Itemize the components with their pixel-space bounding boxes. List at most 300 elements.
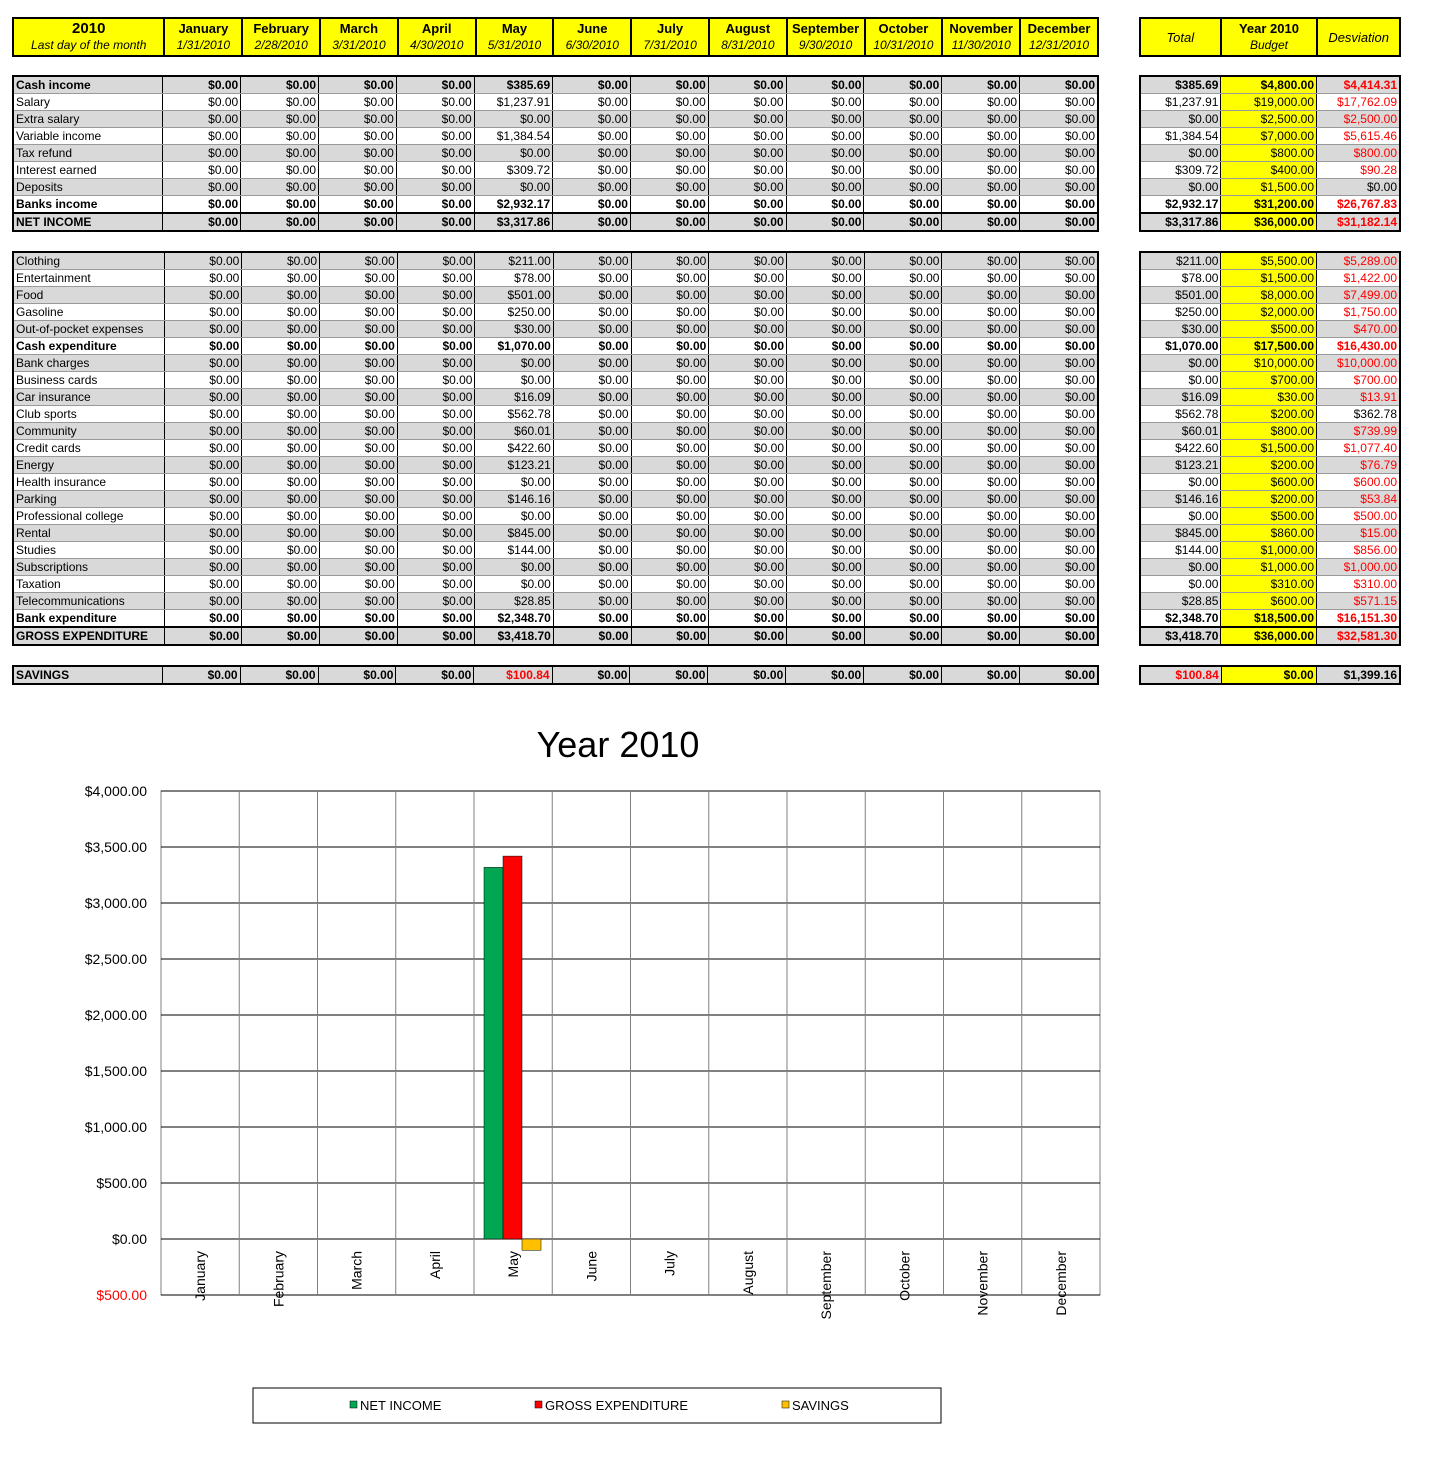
month-cell[interactable]: $0.00 <box>164 542 242 559</box>
month-cell[interactable]: $0.00 <box>164 252 242 270</box>
month-cell[interactable]: $1,237.91 <box>474 94 552 111</box>
month-cell[interactable]: $0.00 <box>864 338 942 355</box>
month-cell[interactable]: $0.00 <box>319 196 397 214</box>
month-cell[interactable]: $0.00 <box>1020 423 1098 440</box>
month-cell[interactable]: $0.00 <box>631 389 709 406</box>
month-cell[interactable]: $0.00 <box>1020 179 1098 196</box>
month-cell[interactable]: $0.00 <box>397 576 475 593</box>
month-cell[interactable]: $0.00 <box>709 372 787 389</box>
month-cell[interactable]: $0.00 <box>396 196 474 214</box>
month-cell[interactable]: $0.00 <box>942 128 1020 145</box>
month-cell[interactable]: $0.00 <box>1020 389 1098 406</box>
month-cell[interactable]: $0.00 <box>1020 525 1098 542</box>
total-cell[interactable]: $0.00 <box>1140 179 1221 196</box>
month-cell[interactable]: $0.00 <box>942 321 1020 338</box>
month-cell[interactable]: $0.00 <box>242 406 320 423</box>
month-cell[interactable]: $0.00 <box>553 196 631 214</box>
month-cell[interactable]: $0.00 <box>864 94 942 111</box>
month-cell[interactable]: $0.00 <box>397 304 475 321</box>
deviation-cell[interactable]: $362.78 <box>1317 406 1400 423</box>
deviation-cell[interactable]: $310.00 <box>1317 576 1400 593</box>
row-label[interactable]: Bank charges <box>13 355 164 372</box>
month-cell[interactable]: $0.00 <box>397 423 475 440</box>
month-cell[interactable]: $0.00 <box>397 457 475 474</box>
month-cell[interactable]: $0.00 <box>787 593 865 610</box>
month-cell[interactable]: $845.00 <box>475 525 553 542</box>
month-cell[interactable]: $0.00 <box>708 666 786 684</box>
month-cell[interactable]: $0.00 <box>553 355 631 372</box>
month-cell[interactable]: $0.00 <box>631 304 709 321</box>
month-cell[interactable]: $0.00 <box>1020 145 1098 162</box>
month-header-cell[interactable] <box>631 18 709 56</box>
total-cell[interactable]: $1,237.91 <box>1140 94 1221 111</box>
month-cell[interactable]: $0.00 <box>631 355 709 372</box>
month-cell[interactable]: $0.00 <box>553 94 631 111</box>
month-cell[interactable]: $562.78 <box>475 406 553 423</box>
month-cell[interactable]: $0.00 <box>942 179 1020 196</box>
budget-cell[interactable]: $19,000.00 <box>1221 94 1317 111</box>
month-cell[interactable]: $0.00 <box>709 457 787 474</box>
month-cell[interactable]: $0.00 <box>864 111 942 128</box>
month-cell[interactable]: $0.00 <box>164 338 242 355</box>
month-cell[interactable]: $0.00 <box>630 145 708 162</box>
month-cell[interactable]: $211.00 <box>475 252 553 270</box>
total-cell[interactable]: $0.00 <box>1140 508 1221 525</box>
month-cell[interactable]: $0.00 <box>864 196 942 214</box>
month-cell[interactable]: $0.00 <box>241 162 319 179</box>
budget-cell[interactable]: $600.00 <box>1221 593 1317 610</box>
year-header-cell[interactable] <box>13 18 164 56</box>
month-cell[interactable]: $0.00 <box>242 491 320 508</box>
deviation-cell[interactable]: $856.00 <box>1317 542 1400 559</box>
month-cell[interactable]: $0.00 <box>242 423 320 440</box>
month-cell[interactable]: $0.00 <box>397 610 475 628</box>
month-cell[interactable]: $0.00 <box>786 162 864 179</box>
month-cell[interactable]: $0.00 <box>630 111 708 128</box>
month-cell[interactable]: $0.00 <box>1020 94 1098 111</box>
month-cell[interactable]: $0.00 <box>864 440 942 457</box>
month-cell[interactable]: $0.00 <box>320 508 398 525</box>
budget-cell[interactable]: $800.00 <box>1221 423 1317 440</box>
month-cell[interactable]: $0.00 <box>320 270 398 287</box>
row-label[interactable]: Telecommunications <box>13 593 164 610</box>
row-label[interactable]: Rental <box>13 525 164 542</box>
month-cell[interactable]: $0.00 <box>709 525 787 542</box>
total-cell[interactable]: $0.00 <box>1140 372 1221 389</box>
month-cell[interactable]: $0.00 <box>553 111 631 128</box>
month-cell[interactable]: $0.00 <box>163 145 241 162</box>
month-cell[interactable]: $0.00 <box>787 355 865 372</box>
month-cell[interactable]: $0.00 <box>709 491 787 508</box>
month-cell[interactable]: $0.00 <box>553 287 631 304</box>
month-cell[interactable]: $0.00 <box>787 287 865 304</box>
row-label[interactable]: Gasoline <box>13 304 164 321</box>
month-cell[interactable]: $0.00 <box>397 355 475 372</box>
month-cell[interactable]: $0.00 <box>320 474 398 491</box>
budget-cell[interactable]: $2,500.00 <box>1221 111 1317 128</box>
month-cell[interactable]: $0.00 <box>709 593 787 610</box>
month-cell[interactable]: $0.00 <box>320 389 398 406</box>
month-cell[interactable]: $0.00 <box>864 406 942 423</box>
budget-cell[interactable]: $1,500.00 <box>1221 270 1317 287</box>
month-cell[interactable]: $0.00 <box>1020 593 1098 610</box>
month-cell[interactable]: $0.00 <box>553 179 631 196</box>
total-cell[interactable]: $30.00 <box>1140 321 1221 338</box>
month-cell[interactable]: $0.00 <box>631 576 709 593</box>
deviation-cell[interactable]: $16,151.30 <box>1317 610 1400 628</box>
deviation-cell[interactable]: $1,077.40 <box>1317 440 1400 457</box>
month-cell[interactable]: $0.00 <box>553 525 631 542</box>
month-cell[interactable]: $0.00 <box>942 406 1020 423</box>
month-cell[interactable]: $0.00 <box>787 610 865 628</box>
month-cell[interactable]: $0.00 <box>1020 270 1098 287</box>
month-cell[interactable]: $0.00 <box>164 525 242 542</box>
month-cell[interactable]: $0.00 <box>164 372 242 389</box>
month-cell[interactable]: $0.00 <box>787 304 865 321</box>
month-cell[interactable]: $0.00 <box>709 508 787 525</box>
month-cell[interactable]: $0.00 <box>397 440 475 457</box>
month-cell[interactable]: $0.00 <box>164 389 242 406</box>
total-cell[interactable]: $309.72 <box>1140 162 1221 179</box>
month-cell[interactable]: $0.00 <box>553 145 631 162</box>
month-cell[interactable]: $0.00 <box>631 542 709 559</box>
budget-cell[interactable]: $500.00 <box>1221 508 1317 525</box>
month-cell[interactable]: $0.00 <box>787 389 865 406</box>
month-cell[interactable]: $0.00 <box>553 406 631 423</box>
month-cell[interactable]: $0.00 <box>242 627 320 645</box>
month-cell[interactable]: $0.00 <box>786 179 864 196</box>
month-cell[interactable]: $0.00 <box>864 576 942 593</box>
month-cell[interactable]: $0.00 <box>630 213 708 231</box>
month-cell[interactable]: $144.00 <box>475 542 553 559</box>
month-cell[interactable]: $0.00 <box>1020 338 1098 355</box>
month-cell[interactable]: $0.00 <box>164 508 242 525</box>
month-cell[interactable]: $0.00 <box>320 440 398 457</box>
budget-cell[interactable]: $200.00 <box>1221 491 1317 508</box>
month-cell[interactable]: $0.00 <box>942 76 1020 94</box>
month-cell[interactable]: $0.00 <box>787 321 865 338</box>
month-cell[interactable]: $0.00 <box>164 559 242 576</box>
month-cell[interactable]: $0.00 <box>320 321 398 338</box>
month-cell[interactable]: $0.00 <box>630 94 708 111</box>
month-cell[interactable]: $0.00 <box>241 128 319 145</box>
month-cell[interactable]: $0.00 <box>708 162 786 179</box>
month-cell[interactable]: $0.00 <box>553 162 631 179</box>
month-cell[interactable]: $78.00 <box>475 270 553 287</box>
month-cell[interactable]: $0.00 <box>864 287 942 304</box>
budget-cell[interactable]: $800.00 <box>1221 145 1317 162</box>
row-label[interactable]: SAVINGS <box>13 666 162 684</box>
month-cell[interactable]: $0.00 <box>1020 252 1098 270</box>
budget-cell[interactable]: $1,000.00 <box>1221 559 1317 576</box>
budget-cell[interactable]: $1,500.00 <box>1221 179 1317 196</box>
budget-cell[interactable]: $36,000.00 <box>1221 213 1317 231</box>
budget-cell[interactable]: $860.00 <box>1221 525 1317 542</box>
month-cell[interactable]: $0.00 <box>164 576 242 593</box>
month-cell[interactable]: $0.00 <box>1020 610 1098 628</box>
month-cell[interactable]: $0.00 <box>397 491 475 508</box>
row-label[interactable]: Car insurance <box>13 389 164 406</box>
month-header-cell[interactable] <box>398 18 476 56</box>
total-cell[interactable]: $0.00 <box>1140 355 1221 372</box>
total-cell[interactable]: $0.00 <box>1140 576 1221 593</box>
month-cell[interactable]: $0.00 <box>709 423 787 440</box>
month-cell[interactable]: $0.00 <box>787 457 865 474</box>
month-cell[interactable]: $0.00 <box>553 593 631 610</box>
month-cell[interactable]: $0.00 <box>397 321 475 338</box>
month-cell[interactable]: $0.00 <box>631 593 709 610</box>
deviation-cell[interactable]: $1,422.00 <box>1317 270 1400 287</box>
row-label[interactable]: Extra salary <box>13 111 163 128</box>
month-cell[interactable]: $0.00 <box>864 666 942 684</box>
month-cell[interactable]: $0.00 <box>242 252 320 270</box>
month-cell[interactable]: $0.00 <box>942 576 1020 593</box>
month-cell[interactable]: $0.00 <box>553 372 631 389</box>
month-cell[interactable]: $0.00 <box>942 610 1020 628</box>
month-cell[interactable]: $0.00 <box>709 389 787 406</box>
month-cell[interactable]: $0.00 <box>242 525 320 542</box>
month-cell[interactable]: $0.00 <box>787 252 865 270</box>
budget-cell[interactable]: $7,000.00 <box>1221 128 1317 145</box>
month-cell[interactable]: $0.00 <box>164 304 242 321</box>
month-cell[interactable]: $0.00 <box>631 406 709 423</box>
deviation-cell[interactable]: $31,182.14 <box>1317 213 1400 231</box>
month-cell[interactable]: $0.00 <box>553 76 631 94</box>
month-cell[interactable]: $0.00 <box>320 593 398 610</box>
deviation-cell[interactable]: $600.00 <box>1317 474 1400 491</box>
deviation-cell[interactable]: $15.00 <box>1317 525 1400 542</box>
month-cell[interactable]: $0.00 <box>319 162 397 179</box>
month-cell[interactable]: $1,070.00 <box>475 338 553 355</box>
month-cell[interactable]: $0.00 <box>1020 162 1098 179</box>
month-cell[interactable]: $0.00 <box>1020 128 1098 145</box>
row-label[interactable]: Out-of-pocket expenses <box>13 321 164 338</box>
month-cell[interactable]: $0.00 <box>1020 542 1098 559</box>
total-cell[interactable]: $1,070.00 <box>1140 338 1221 355</box>
month-cell[interactable]: $0.00 <box>396 162 474 179</box>
total-cell[interactable]: $100.84 <box>1140 666 1221 684</box>
budget-cell[interactable]: $17,500.00 <box>1221 338 1317 355</box>
month-cell[interactable]: $0.00 <box>864 252 942 270</box>
month-cell[interactable]: $0.00 <box>786 196 864 214</box>
month-cell[interactable]: $0.00 <box>630 76 708 94</box>
month-cell[interactable]: $0.00 <box>708 94 786 111</box>
month-cell[interactable]: $0.00 <box>397 593 475 610</box>
month-cell[interactable]: $0.00 <box>396 213 474 231</box>
deviation-cell[interactable]: $800.00 <box>1317 145 1400 162</box>
month-cell[interactable]: $0.00 <box>1020 321 1098 338</box>
month-cell[interactable]: $0.00 <box>241 94 319 111</box>
row-label[interactable]: GROSS EXPENDITURE <box>13 627 164 645</box>
month-cell[interactable]: $0.00 <box>709 406 787 423</box>
month-cell[interactable]: $0.00 <box>942 474 1020 491</box>
month-cell[interactable]: $0.00 <box>631 474 709 491</box>
month-cell[interactable]: $0.00 <box>864 162 942 179</box>
month-cell[interactable]: $0.00 <box>163 128 241 145</box>
month-cell[interactable]: $0.00 <box>709 576 787 593</box>
month-cell[interactable]: $0.00 <box>164 593 242 610</box>
month-cell[interactable]: $0.00 <box>396 76 474 94</box>
month-cell[interactable]: $0.00 <box>553 304 631 321</box>
budget-cell[interactable]: $1,000.00 <box>1221 542 1317 559</box>
month-cell[interactable]: $0.00 <box>942 270 1020 287</box>
month-cell[interactable]: $0.00 <box>1020 627 1098 645</box>
deviation-cell[interactable]: $739.99 <box>1317 423 1400 440</box>
month-cell[interactable]: $0.00 <box>553 321 631 338</box>
month-cell[interactable]: $0.00 <box>1020 287 1098 304</box>
month-cell[interactable]: $0.00 <box>320 627 398 645</box>
month-cell[interactable]: $0.00 <box>786 94 864 111</box>
month-cell[interactable]: $0.00 <box>942 593 1020 610</box>
month-cell[interactable]: $0.00 <box>631 252 709 270</box>
month-cell[interactable]: $0.00 <box>1020 111 1098 128</box>
row-label[interactable]: Parking <box>13 491 164 508</box>
month-cell[interactable]: $0.00 <box>241 196 319 214</box>
month-cell[interactable]: $0.00 <box>164 457 242 474</box>
month-cell[interactable]: $0.00 <box>553 213 631 231</box>
deviation-cell[interactable]: $571.15 <box>1317 593 1400 610</box>
month-cell[interactable]: $0.00 <box>320 610 398 628</box>
month-cell[interactable]: $0.00 <box>553 627 631 645</box>
month-cell[interactable]: $0.00 <box>942 457 1020 474</box>
month-cell[interactable]: $0.00 <box>242 389 320 406</box>
month-cell[interactable]: $250.00 <box>475 304 553 321</box>
month-cell[interactable]: $0.00 <box>630 666 708 684</box>
month-cell[interactable]: $0.00 <box>864 389 942 406</box>
budget-cell[interactable]: $310.00 <box>1221 576 1317 593</box>
month-cell[interactable]: $0.00 <box>631 627 709 645</box>
budget-cell[interactable]: $200.00 <box>1221 406 1317 423</box>
month-cell[interactable]: $0.00 <box>397 474 475 491</box>
month-cell[interactable]: $0.00 <box>241 179 319 196</box>
month-cell[interactable]: $0.00 <box>709 252 787 270</box>
month-cell[interactable]: $0.00 <box>787 372 865 389</box>
month-cell[interactable]: $0.00 <box>942 525 1020 542</box>
month-cell[interactable]: $0.00 <box>864 76 942 94</box>
month-cell[interactable]: $0.00 <box>787 508 865 525</box>
month-cell[interactable]: $0.00 <box>553 610 631 628</box>
month-header-cell[interactable] <box>865 18 943 56</box>
month-cell[interactable]: $0.00 <box>942 145 1020 162</box>
month-cell[interactable]: $0.00 <box>1020 576 1098 593</box>
month-cell[interactable]: $0.00 <box>942 389 1020 406</box>
deviation-cell[interactable]: $0.00 <box>1317 179 1400 196</box>
month-cell[interactable]: $0.00 <box>320 525 398 542</box>
row-label[interactable]: Professional college <box>13 508 164 525</box>
month-cell[interactable]: $3,418.70 <box>475 627 553 645</box>
row-label[interactable]: Business cards <box>13 372 164 389</box>
month-cell[interactable]: $0.00 <box>397 372 475 389</box>
row-label[interactable]: Energy <box>13 457 164 474</box>
budget-cell[interactable]: $8,000.00 <box>1221 287 1317 304</box>
month-cell[interactable]: $0.00 <box>631 559 709 576</box>
month-cell[interactable]: $0.00 <box>1020 372 1098 389</box>
deviation-cell[interactable]: $7,499.00 <box>1317 287 1400 304</box>
deviation-cell[interactable]: $17,762.09 <box>1317 94 1400 111</box>
month-cell[interactable]: $0.00 <box>164 270 242 287</box>
month-cell[interactable]: $0.00 <box>319 94 397 111</box>
total-cell[interactable]: $1,384.54 <box>1140 128 1221 145</box>
row-label[interactable]: Cash expenditure <box>13 338 164 355</box>
month-cell[interactable]: $0.00 <box>942 559 1020 576</box>
total-cell[interactable]: $146.16 <box>1140 491 1221 508</box>
month-cell[interactable]: $0.00 <box>397 287 475 304</box>
month-cell[interactable]: $0.00 <box>474 145 552 162</box>
month-cell[interactable]: $0.00 <box>553 389 631 406</box>
month-cell[interactable]: $0.00 <box>787 270 865 287</box>
month-cell[interactable]: $0.00 <box>553 576 631 593</box>
month-cell[interactable]: $0.00 <box>631 508 709 525</box>
month-cell[interactable]: $0.00 <box>319 111 397 128</box>
month-cell[interactable]: $0.00 <box>864 525 942 542</box>
month-cell[interactable]: $0.00 <box>397 270 475 287</box>
deviation-cell[interactable]: $90.28 <box>1317 162 1400 179</box>
month-cell[interactable]: $0.00 <box>242 610 320 628</box>
month-cell[interactable]: $0.00 <box>319 213 397 231</box>
row-label[interactable]: Taxation <box>13 576 164 593</box>
budget-cell[interactable]: $36,000.00 <box>1221 627 1317 645</box>
month-cell[interactable]: $0.00 <box>553 508 631 525</box>
month-cell[interactable]: $0.00 <box>942 372 1020 389</box>
budget-cell[interactable]: $400.00 <box>1221 162 1317 179</box>
month-cell[interactable]: $0.00 <box>164 474 242 491</box>
budget-cell[interactable]: $5,500.00 <box>1221 252 1317 270</box>
month-header-cell[interactable] <box>787 18 865 56</box>
month-cell[interactable]: $0.00 <box>164 355 242 372</box>
deviation-cell[interactable]: $16,430.00 <box>1317 338 1400 355</box>
row-label[interactable]: Banks income <box>13 196 163 214</box>
month-cell[interactable]: $0.00 <box>631 610 709 628</box>
total-cell[interactable]: $16.09 <box>1140 389 1221 406</box>
total-cell[interactable]: $2,348.70 <box>1140 610 1221 628</box>
budget-cell[interactable]: $600.00 <box>1221 474 1317 491</box>
month-cell[interactable]: $0.00 <box>942 338 1020 355</box>
month-cell[interactable]: $0.00 <box>396 145 474 162</box>
month-cell[interactable]: $0.00 <box>1020 440 1098 457</box>
month-cell[interactable]: $0.00 <box>553 491 631 508</box>
month-header-cell[interactable] <box>476 18 554 56</box>
deviation-cell[interactable]: $13.91 <box>1317 389 1400 406</box>
month-cell[interactable]: $0.00 <box>242 287 320 304</box>
month-cell[interactable]: $0.00 <box>708 76 786 94</box>
month-cell[interactable]: $0.00 <box>709 610 787 628</box>
month-cell[interactable]: $0.00 <box>708 111 786 128</box>
total-header-cell[interactable] <box>1140 18 1221 56</box>
month-cell[interactable]: $385.69 <box>474 76 552 94</box>
month-cell[interactable]: $0.00 <box>163 111 241 128</box>
month-cell[interactable]: $0.00 <box>553 128 631 145</box>
month-cell[interactable]: $0.00 <box>709 559 787 576</box>
month-cell[interactable]: $0.00 <box>786 213 864 231</box>
month-cell[interactable]: $0.00 <box>396 128 474 145</box>
month-cell[interactable]: $0.00 <box>864 270 942 287</box>
month-cell[interactable]: $0.00 <box>709 270 787 287</box>
total-cell[interactable]: $144.00 <box>1140 542 1221 559</box>
month-cell[interactable]: $0.00 <box>942 94 1020 111</box>
month-cell[interactable]: $0.00 <box>242 321 320 338</box>
month-cell[interactable]: $0.00 <box>864 304 942 321</box>
row-label[interactable]: Interest earned <box>13 162 163 179</box>
month-cell[interactable]: $0.00 <box>709 338 787 355</box>
month-cell[interactable]: $0.00 <box>942 491 1020 508</box>
budget-cell[interactable]: $200.00 <box>1221 457 1317 474</box>
month-cell[interactable]: $0.00 <box>1020 559 1098 576</box>
row-label[interactable]: Variable income <box>13 128 163 145</box>
deviation-cell[interactable]: $26,767.83 <box>1317 196 1400 214</box>
month-cell[interactable]: $0.00 <box>787 338 865 355</box>
month-cell[interactable]: $0.00 <box>1020 508 1098 525</box>
budget-cell[interactable]: $700.00 <box>1221 372 1317 389</box>
